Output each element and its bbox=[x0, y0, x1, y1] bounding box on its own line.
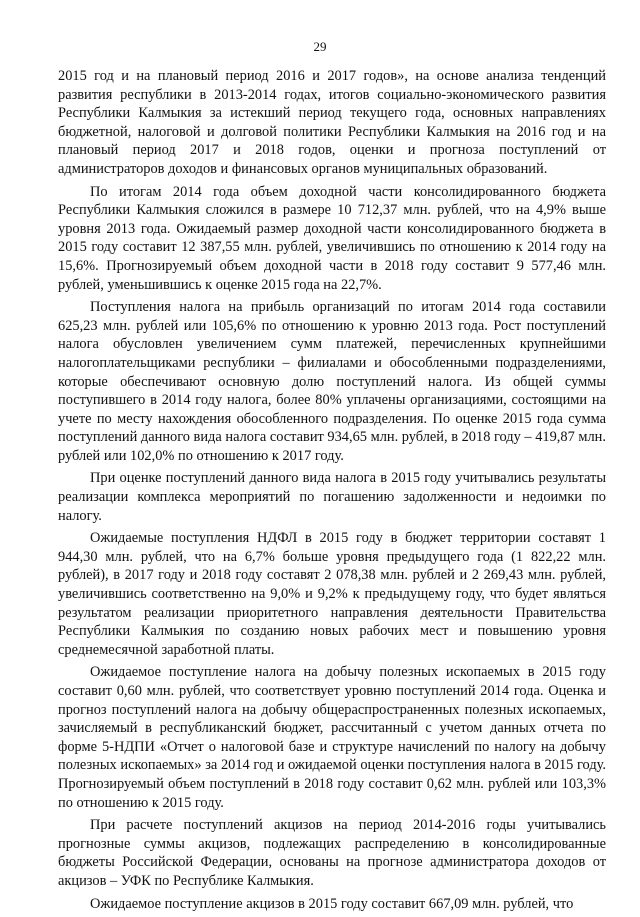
paragraph-profit-tax: Поступления налога на прибыль организаций по итогам 2014 года составили 625,23 млн. рублей или 105,6% по отношению к уровню 2013 года. Рост поступлений налога обусловлен увеличением сумм платежей, перечисленных крупнейшими налогоплательщиками республики – филиалами и обособленными подразделениями, которые обеспечивают основную долю поступлений налога. Из общей суммы поступившего в 2014 году налога, более 80% уплачены организациями, состоящими на учете по месту нахождения обособленного подразделения. По оценке 2015 года сумма поступлений данного вида налога составит 934,65 млн. рублей, в 2018 году – 419,87 млн. рублей или 102,0% по отношению к 2017 году. bbox=[58, 299, 606, 464]
document-body bbox=[58, 67, 606, 917]
paragraph-profit-tax-assessment: При оценке поступлений данного вида налога в 2015 году учитывались результаты реализации комплекса мероприятий по погашению задолженности и недоимки по налогу. bbox=[58, 470, 606, 524]
paragraph-continuation: 2015 год и на плановый период 2016 и 2017 годов», на основе анализа тенденций развития республики в 2013-2014 годах, итогов социально-экономического развития Республики Калмыкия за истекший период текущего года, основных направлениях бюджетной, налоговой и долговой политики Республики Калмыкия на 2016 год и на плановый период 2017 и 2018 годов, оценки и прогноза поступлений от администраторов доходов и финансовых органов муниципальных образований. bbox=[58, 68, 606, 177]
paragraph-excise-calculation: При расчете поступлений акцизов на период 2014-2016 годы учитывались прогнозные суммы акцизов, подлежащих распределению в консолидированные бюджеты Российской Федерации, основаны на прогнозе администратора доходов от акцизов – УФК по Республике Калмыкия. bbox=[58, 817, 606, 889]
paragraph-excise-expected: Ожидаемое поступление акцизов в 2015 году составит 667,09 млн. рублей, что bbox=[90, 895, 574, 912]
page-number: 29 bbox=[313, 39, 327, 54]
paragraph-mineral-extraction-tax: Ожидаемое поступление налога на добычу полезных ископаемых в 2015 году составит 0,60 млн. рублей, что соответствует уровню поступлений 2014 года. Оценка и прогноз поступлений налога на добычу общераспространенных полезных ископаемых, зачисляемый в республиканский бюджет, рассчитанный с учетом данных отчета по форме 5-НДПИ «Отчет о налоговой базе и структуре начислений по налогу на добычу полезных ископаемых» за 2014 год и ожидаемой оценки поступления налога в 2015 году. Прогнозируемый объем поступлений в 2018 году составит 0,62 млн. рублей или 103,3% по отношению к 2015 году. bbox=[58, 664, 606, 811]
paragraph-consolidated-budget-revenue: По итогам 2014 года объем доходной части консолидированного бюджета Республики Калмыкия сложился в размере 10 712,37 млн. рублей, что на 4,9% выше уровня 2013 года. Ожидаемый размер доходной части консолидированного бюджета в 2015 году составит 12 387,55 млн. рублей, увеличившись по отношению к 2014 году на 15,6%. Прогнозируемый объем доходной части в 2018 году составит 9 577,46 млн. рублей, уменьшившись к оценке 2015 года на 22,7%. bbox=[58, 183, 606, 293]
paragraph-personal-income-tax: Ожидаемые поступления НДФЛ в 2015 году в бюджет территории составят 1 944,30 млн. рублей, что на 6,7% больше уровня предыдущего года (1 822,22 млн. рублей), в 2017 году и 2018 году составят 2 078,38 млн. рублей и 2 269,43 млн. рублей, увеличившись соответственно на 9,0% и 9,2% к предыдущему году, что будет являться результатом реализации приоритетного направления деятельности Правительства Республики Калмыкия по созданию новых рабочих мест и повышению уровня среднемесячной заработной платы. bbox=[58, 530, 606, 658]
